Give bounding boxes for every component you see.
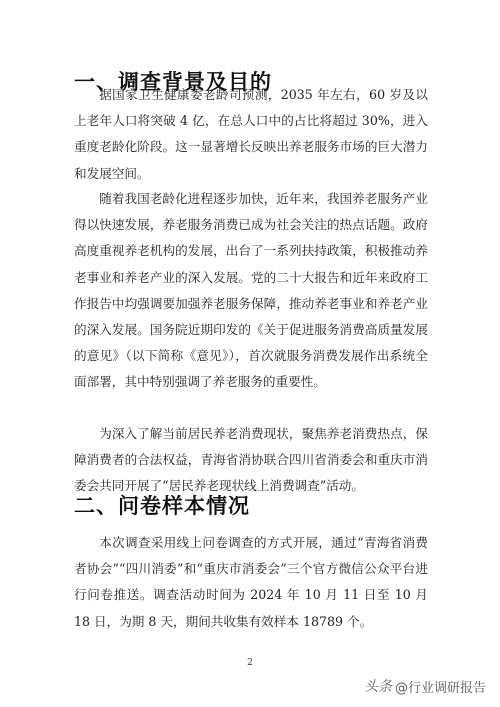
page-number: 2 xyxy=(247,658,253,668)
watermark-text: @行业调研报告 xyxy=(394,680,486,696)
watermark xyxy=(364,676,486,696)
paragraph-forecast: 据国家卫生健康委老龄司预测，2035 年左右，60 岁及以上老年人口将突破 4 亿，在总人口中的占比将超过 30%，进入重度老龄化阶段。这一显著增长反映出养老服务市场的巨大潜力和发展空间。 xyxy=(74,87,428,181)
paragraph-sample-info: 本次调查采用线上问卷调查的方式开展，通过“青海省消费者协会”“四川消委”和“重庆市消委会”三个官方微信公众平台进行问卷推送。调查活动时间为 2024 年 10 月 11 日至 10 月 18 日，为期 8 天，期间共收集有效样本 18789 个。 xyxy=(74,535,428,629)
paragraph-industry-development: 随着我国老龄化进程逐步加快，近年来，我国养老服务产业得以快速发展，养老服务消费已成为社会关注的热点话题。政府高度重视养老机构的发展，出台了一系列扶持政策，积极推动养老事业和养老产业的深入发展。党的二十大报告和近年来政府工作报告中均强调要加强养老服务保障，推动养老事业和养老产业的深入发展。国务院近期印发的《关于促进服务消费高质量发展的意见》（以下简称《意见》），首次就服务消费发展作出系统全面部署，其中特别强调了养老服务的重要性。 xyxy=(74,191,428,390)
section-heading-sample: 二、问卷样本情况 xyxy=(74,494,250,518)
paragraph-survey-purpose: 为深入了解当前居民养老消费现状，聚焦养老消费热点，保障消费者的合法权益，青海省消协联合四川省消委会和重庆市消委会共同开展了“居民养老现状线上消费调查”活动。 xyxy=(74,426,428,494)
section-heading-background: 一、调查背景及目的 xyxy=(74,70,272,94)
watermark-logo-icon: 头条 xyxy=(363,679,392,695)
